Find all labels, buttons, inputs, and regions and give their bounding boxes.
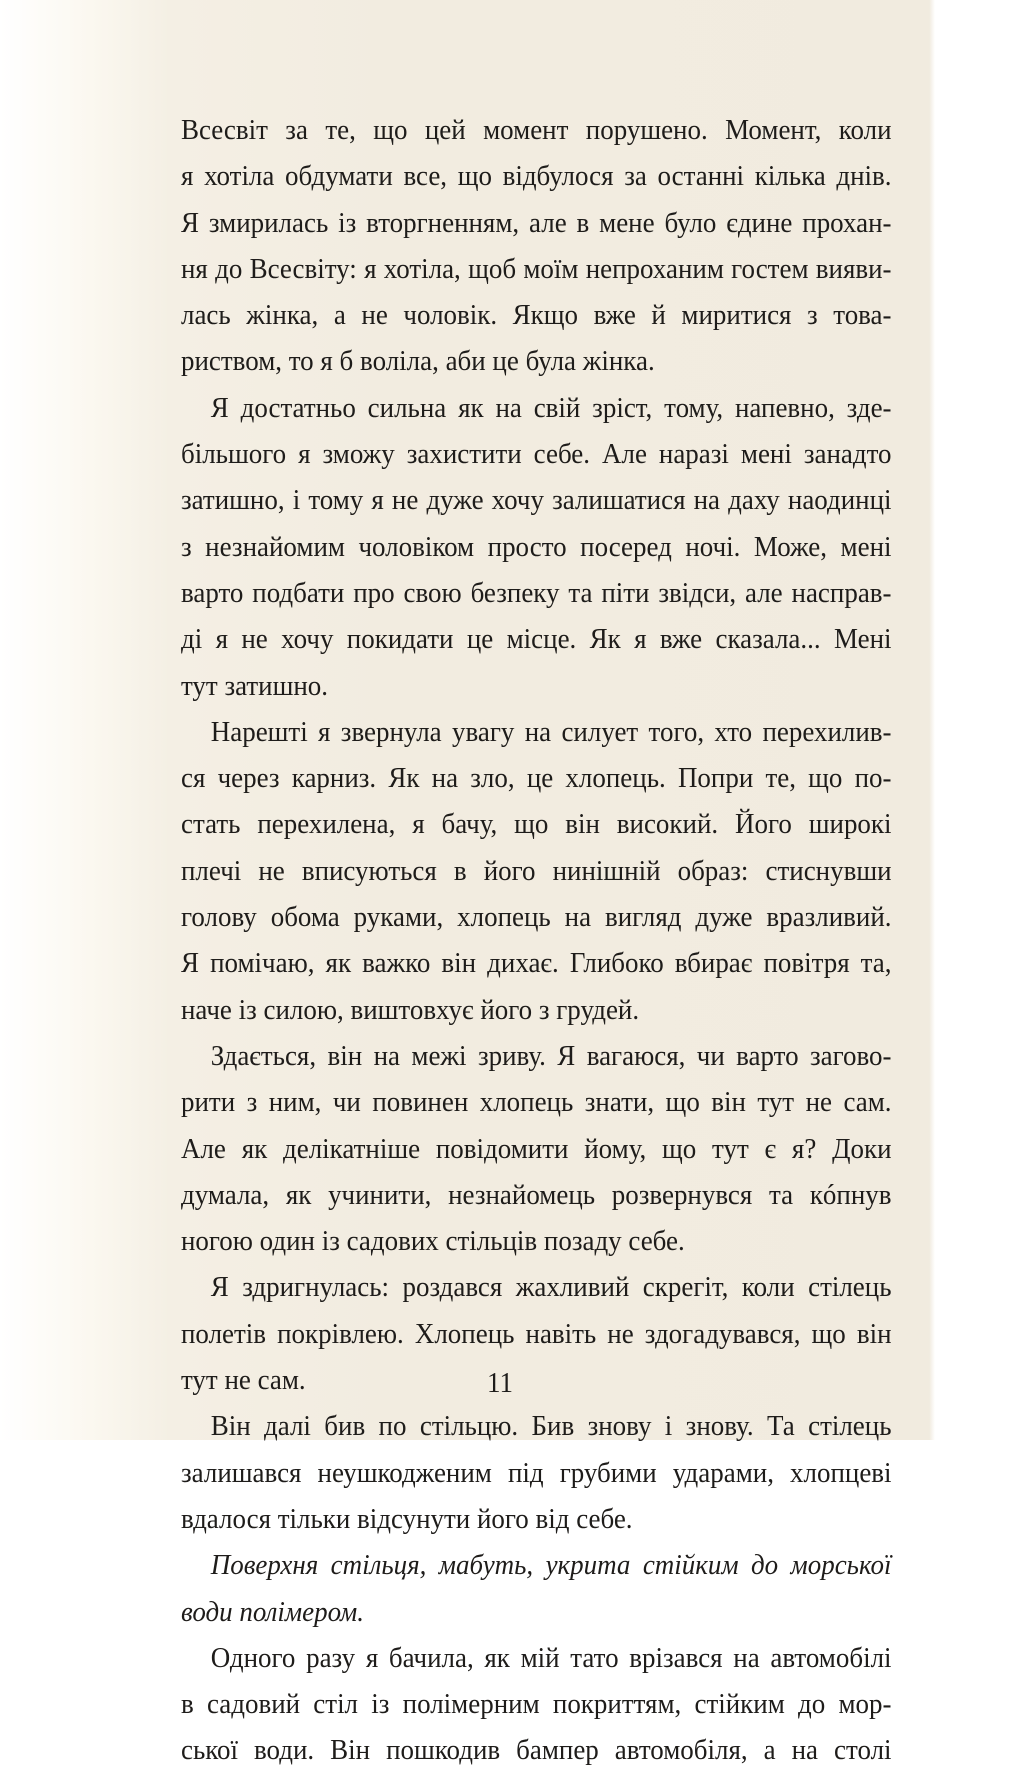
text-line: стать перехилена, я бачу, що він високий. Його широкі	[181, 808, 892, 841]
text-line: я хотіла обдумати все, що відбулося за останні кілька днів.	[181, 160, 892, 193]
text-line: ня до Всесвіту: я хотіла, щоб моїм непроханим гостем вияви-	[181, 252, 892, 285]
paragraph-start-line: Нарешті я звернула увагу на силует того, хто перехилив-	[210, 715, 892, 748]
paragraph-start-line: Він далі бив по стільцю. Бив знову і знову. Та стілець	[210, 1410, 892, 1443]
text-line: риством, то я б воліла, аби це була жінка.	[181, 345, 655, 378]
text-line: полетів покрівлею. Хлопець навіть не здогадувався, що він	[181, 1317, 892, 1350]
italic-thought-line: води полімером.	[181, 1595, 364, 1628]
page-number	[0, 1367, 1035, 1400]
text-line: ської води. Він пошкодив бампер автомобіля, а на столі	[181, 1734, 892, 1767]
text-line: ногою один із садових стільців позаду себе.	[181, 1225, 685, 1258]
text-line: наче із силою, виштовхує його з грудей.	[181, 993, 640, 1026]
text-line: залишався неушкодженим під грубими ударами, хлопцеві	[181, 1456, 892, 1489]
text-line: ся через карниз. Як на зло, це хлопець. Попри те, що по-	[181, 762, 892, 795]
text-line: Але як делікатніше повідомити йому, що тут є я? Доки	[181, 1132, 892, 1165]
text-line: лась жінка, а не чоловік. Якщо вже й миритися з това-	[181, 299, 892, 332]
paragraph-start-line: Здається, він на межі зриву. Я вагаюся, чи варто загово-	[210, 1039, 892, 1072]
text-line: затишно, і тому я не дуже хочу залишатися на даху наодинці	[181, 484, 892, 517]
paragraph-start-line: Я достатньо сильна як на свій зріст, тому, напевно, зде-	[210, 391, 892, 424]
text-line: Всесвіт за те, що цей момент порушено. Момент, коли	[181, 114, 892, 146]
page-number-text: 11	[486, 1367, 513, 1399]
text-line: вдалося тільки відсунути його від себе.	[181, 1502, 633, 1535]
paragraph-start-line: Я здригнулась: роздався жахливий скрегіт, коли стілець	[210, 1271, 892, 1304]
text-line: думала, як учинити, незнайомець розвернувся та кóпнув	[181, 1178, 892, 1211]
text-line: плечі не вписуються в його нинішній образ: стиснувши	[181, 854, 892, 887]
text-line: ді я не хочу покидати це місце. Як я вже сказала... Мені	[181, 623, 892, 656]
text-line: тут не сам.	[181, 1364, 306, 1397]
text-line: Я змирилась із вторгненням, але в мене було єдине прохан-	[181, 206, 892, 239]
text-line: Я помічаю, як важко він дихає. Глибоко вбирає повітря та,	[181, 947, 892, 980]
text-line: в садовий стіл із полімерним покриттям, стійким до мор-	[181, 1688, 892, 1721]
body-text	[181, 107, 892, 1774]
italic-thought-line: Поверхня стільця, мабуть, укрита стійким до морської	[210, 1549, 892, 1582]
paragraph-start-line: Одного разу я бачила, як мій тато врізався на автомобілі	[210, 1641, 892, 1674]
text-line: тут затишно.	[181, 669, 329, 702]
text-line: з незнайомим чоловіком просто посеред ночі. Може, мені	[181, 530, 892, 563]
text-line: рити з ним, чи повинен хлопець знати, що він тут не сам.	[181, 1086, 892, 1119]
text-line: більшого я зможу захистити себе. Але наразі мені занадто	[181, 438, 892, 471]
text-line: варто подбати про свою безпеку та піти звідси, але насправ-	[181, 576, 892, 609]
text-line: голову обома руками, хлопець на вигляд дуже вразливий.	[181, 901, 892, 934]
